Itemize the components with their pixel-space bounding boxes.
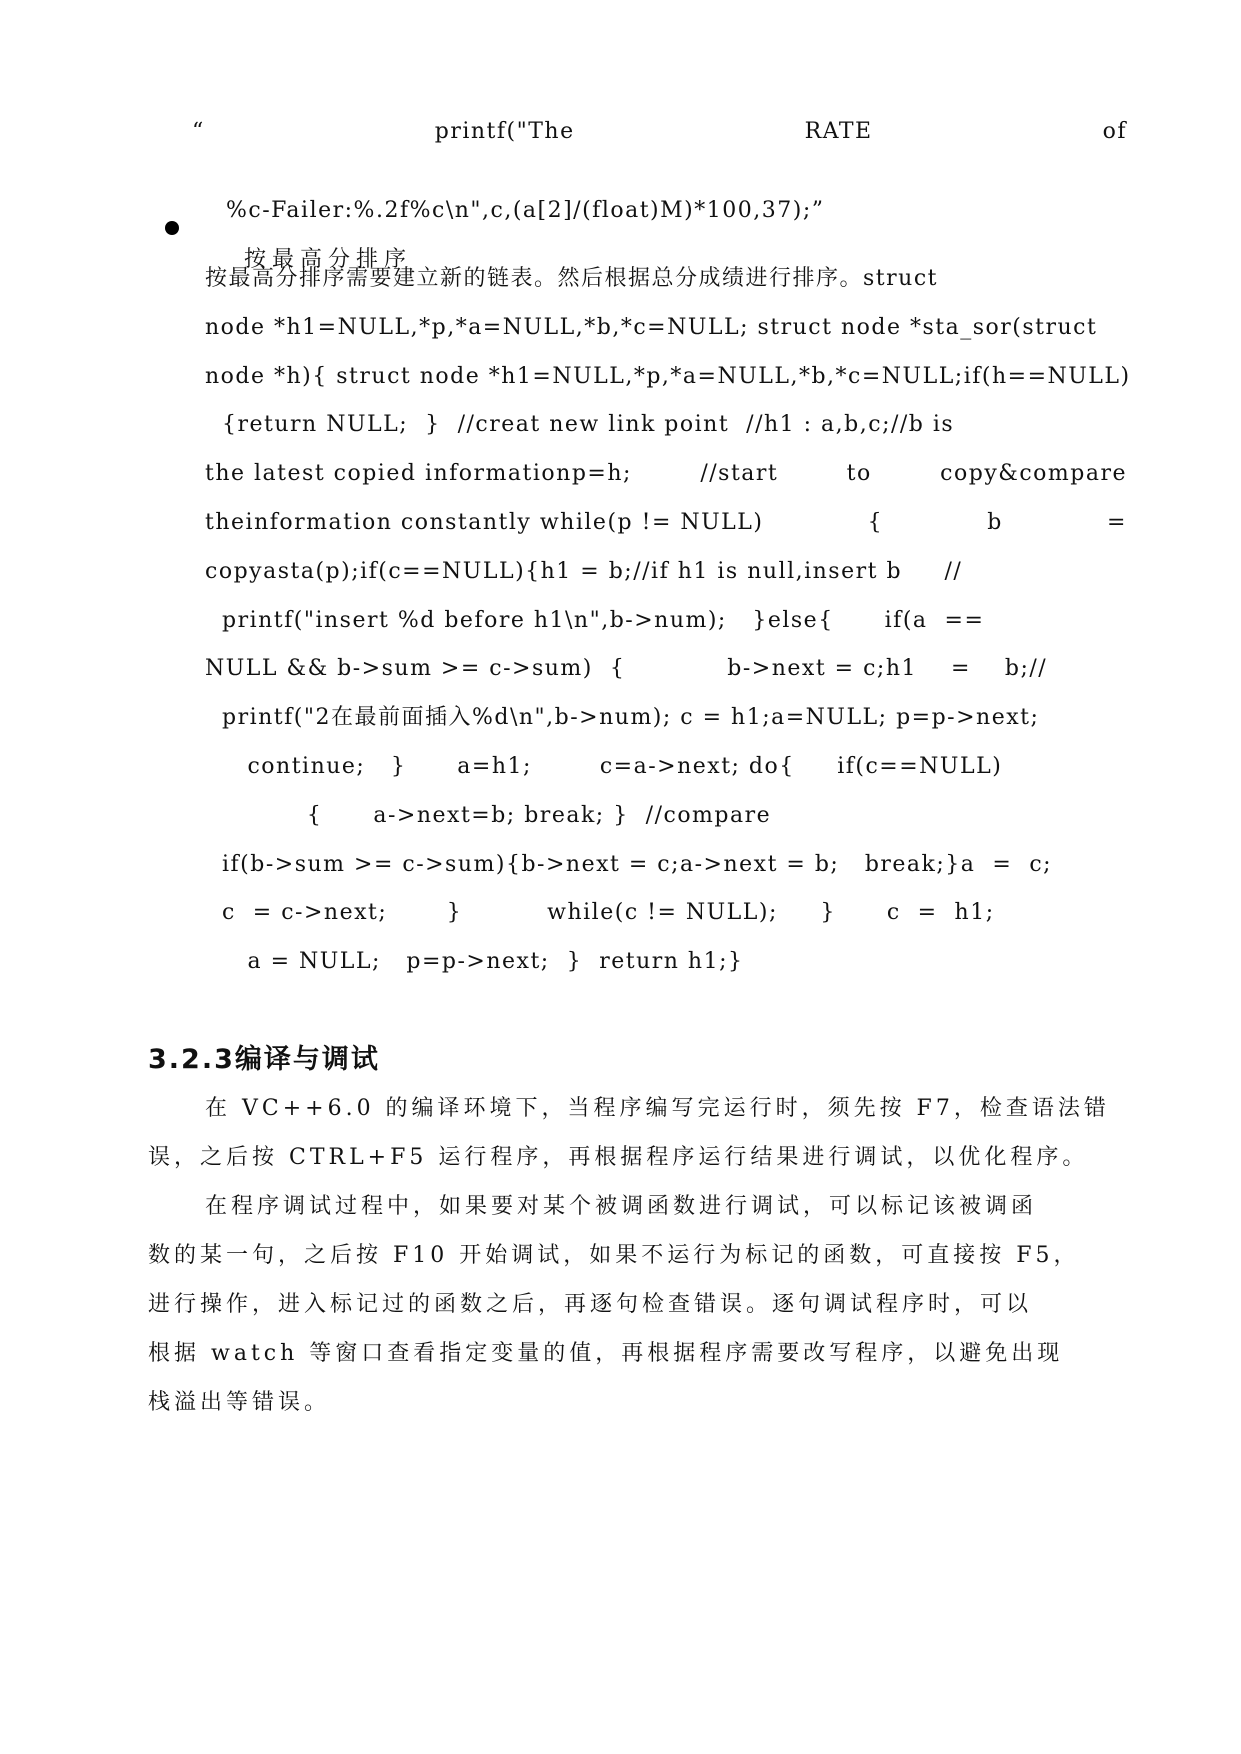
code-line — [205, 557, 962, 587]
bullet-icon — [165, 221, 179, 235]
code-line — [205, 850, 1052, 880]
code-text: %c-Failer:%.2f%c\n",c,(a[2]/(float)M)*100,37);” — [225, 198, 825, 223]
code-token: node *h1=NULL,*p,*a=NULL,*b,*c=NULL; struct node *sta_sor(struct — [205, 315, 1098, 340]
code-token: b — [987, 510, 1003, 535]
code-token: {return NULL; } //creat new link point //h1 : a,b,c;//b is — [205, 412, 955, 437]
code-token: //start — [700, 461, 779, 486]
code-token: = — [1107, 510, 1127, 535]
code-token: NULL && b->sum >= c->sum) { b->next = c;h1 = b;// — [205, 656, 1048, 681]
code-line — [205, 313, 1097, 343]
paragraph-text: 在程序调试过程中，如果要对某个被调函数进行调试，可以标记该被调函 — [205, 1194, 1038, 1219]
code-token: continue; } a=h1; c=a->next; do{ if(c==NULL) — [205, 754, 1003, 779]
code-line — [205, 264, 938, 294]
code-line — [205, 947, 744, 977]
paragraph-line — [148, 1143, 1088, 1173]
bullet-label-text: 按最高分排序 — [243, 247, 412, 272]
code-token: copy&compare — [940, 461, 1127, 486]
code-line — [205, 410, 954, 440]
code-token: c = c->next; } while(c != NULL); } c = h1; — [205, 900, 995, 925]
code-token: RATE — [804, 119, 873, 144]
code-token: printf("insert %d before h1\n",b->num); }else{ if(a == — [205, 608, 985, 633]
code-token: printf("2在最前面插入%d\n",b->num); c = h1;a=NULL; p=p->next; — [205, 705, 1040, 730]
code-token: 按最高分排序需要建立新的链表。然后根据总分成绩进行排序。struct — [205, 266, 938, 291]
code-token: a = NULL; p=p->next; } return h1;} — [205, 949, 744, 974]
code-line — [205, 362, 1131, 392]
paragraph-line — [148, 1339, 1063, 1369]
code-line-printf-rate — [192, 117, 1127, 147]
code-token: printf("The — [434, 119, 575, 144]
paragraph-text: 在 VC++6.0 的编译环境下，当程序编写完运行时，须先按 F7，检查语法错 — [205, 1096, 1110, 1121]
code-token: { — [867, 510, 884, 535]
code-line — [205, 898, 995, 928]
paragraph-text: 误，之后按 CTRL+F5 运行程序，再根据程序运行结果进行调试，以优化程序。 — [148, 1145, 1089, 1170]
paragraph-line — [148, 1388, 330, 1418]
code-token: “ — [192, 119, 205, 144]
code-token: theinformation constantly while(p != NULL) — [205, 510, 764, 535]
code-line — [205, 703, 1039, 733]
paragraph-text: 根据 watch 等窗口查看指定变量的值，再根据程序需要改写程序，以避免出现 — [148, 1341, 1064, 1366]
code-token: of — [1102, 119, 1127, 144]
paragraph-line — [205, 1094, 1110, 1124]
code-line — [205, 606, 984, 636]
paragraph-text: 进行操作，进入标记过的函数之后，再逐句检查错误。逐句调试程序时，可以 — [148, 1292, 1033, 1317]
paragraph-text: 数的某一句，之后按 F10 开始调试，如果不运行为标记的函数，可直接按 F5， — [148, 1243, 1080, 1268]
code-line — [205, 459, 1127, 489]
code-token: node *h){ struct node *h1=NULL,*p,*a=NULL,*b,*c=NULL;if(h==NULL) — [205, 364, 1131, 389]
code-line — [205, 752, 1002, 782]
section-heading: 3.2.3编译与调试 — [148, 1044, 380, 1075]
code-line — [205, 508, 1127, 538]
code-token: { a->next=b; break; } //compare — [205, 803, 772, 828]
code-token: if(b->sum >= c->sum){b->next = c;a->next = b; break;}a = c; — [205, 852, 1053, 877]
code-token: to — [846, 461, 872, 486]
paragraph-line — [148, 1290, 1032, 1320]
paragraph-line — [148, 1241, 1080, 1271]
paragraph-line — [205, 1192, 1037, 1222]
code-line — [205, 801, 771, 831]
paragraph-text: 栈溢出等错误。 — [148, 1390, 331, 1415]
code-token: the latest copied informationp=h; — [205, 461, 632, 486]
code-line — [205, 654, 1047, 684]
code-token: copyasta(p);if(c==NULL){h1 = b;//if h1 is null,insert b // — [205, 559, 963, 584]
